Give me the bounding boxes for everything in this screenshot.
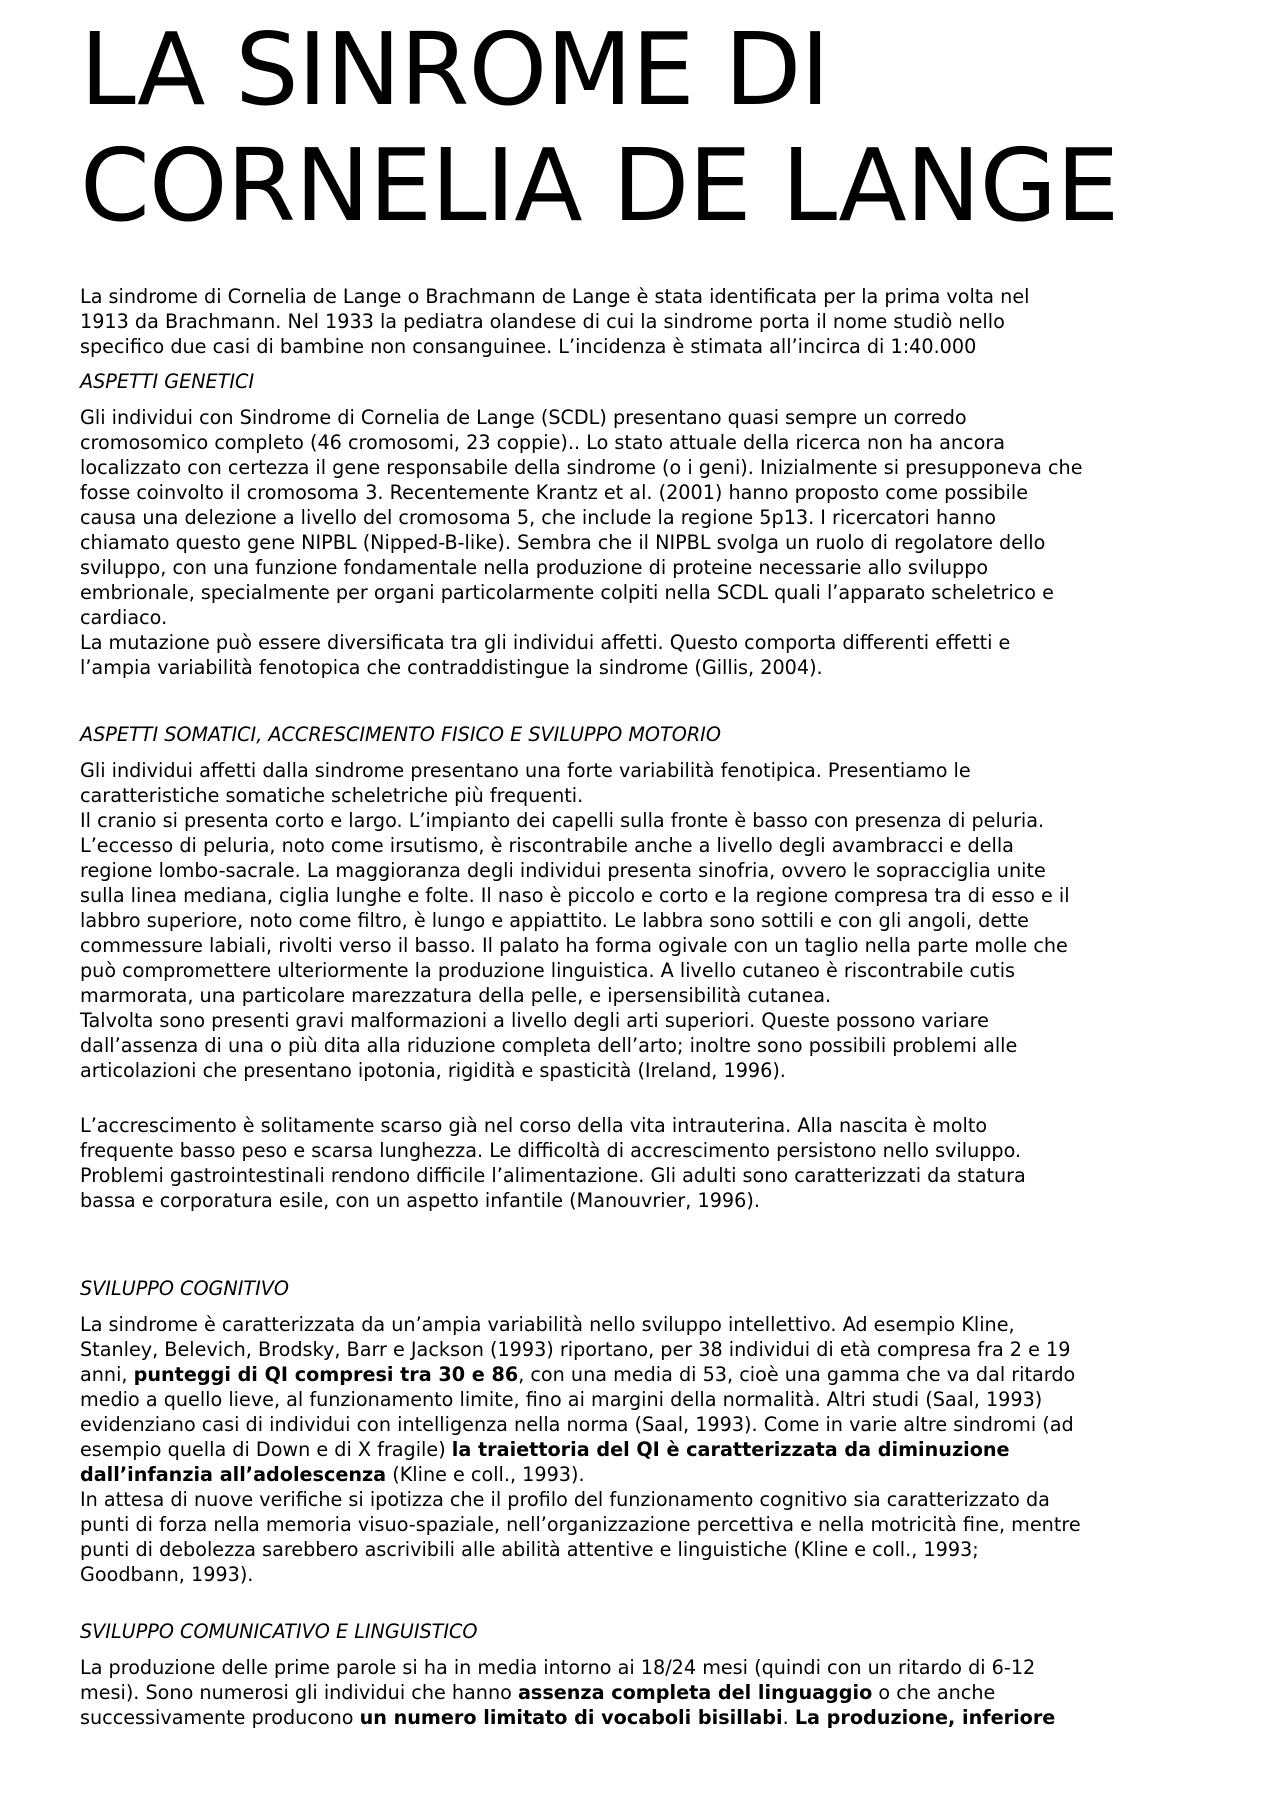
emphasis: dall’infanzia all’adolescenza xyxy=(80,1463,387,1486)
text-line: labbro superiore, noto come filtro, è lungo e appiattito. Le labbra sono sottili e con gli angoli, dette xyxy=(80,909,1029,932)
text-line: marmorata, una particolare marezzatura della pelle, e ipersensibilità cutanea. xyxy=(80,984,832,1007)
text-line xyxy=(80,1680,1230,1705)
text-line: bassa e corporatura esile, con un aspetto infantile (Manouvrier, 1996). xyxy=(80,1189,760,1212)
text-line: commessure labiali, rivolti verso il basso. Il palato ha forma ogivale con un taglio nella parte molle che xyxy=(80,934,1068,957)
text-run: esempio quella di Down e di X fragile) xyxy=(80,1438,452,1461)
text-line: articolazioni che presentano ipotonia, rigidità e spasticità (Ireland, 1996). xyxy=(80,1059,786,1082)
heading-language: SVILUPPO COMUNICATIVO E LINGUISTICO xyxy=(80,1620,478,1643)
somatic-paragraph xyxy=(80,758,1230,1083)
heading-cognitive: SVILUPPO COGNITIVO xyxy=(80,1277,290,1300)
emphasis: un numero limitato di vocaboli bisillabi xyxy=(359,1706,783,1729)
text-line: frequente basso peso e scarsa lunghezza. Le difficoltà di accrescimento persistono nello sviluppo. xyxy=(80,1139,1022,1162)
document-content xyxy=(80,0,1220,1729)
text-line: Problemi gastrointestinali rendono difficile l’alimentazione. Gli adulti sono caratterizzati da statura xyxy=(80,1164,1026,1187)
text-line: Il cranio si presenta corto e largo. L’impianto dei capelli sulla fronte è basso con presenza di peluria. xyxy=(80,809,1045,832)
text-line: caratteristiche somatiche scheletriche più frequenti. xyxy=(80,784,584,807)
text-line: embrionale, specialmente per organi particolarmente colpiti nella SCDL quali l’apparato scheletrico e xyxy=(80,581,1054,604)
growth-paragraph xyxy=(80,1113,1230,1213)
heading-somatic: ASPETTI SOMATICI, ACCRESCIMENTO FISICO E SVILUPPO MOTORIO xyxy=(80,723,721,746)
text-run: anni, xyxy=(80,1363,134,1386)
emphasis: La produzione, inferiore xyxy=(794,1706,1056,1729)
text-line xyxy=(80,1462,1230,1487)
text-line: punti di forza nella memoria visuo-spaziale, nell’organizzazione percettiva e nella motricità fine, mentre xyxy=(80,1513,1081,1536)
text-line: La mutazione può essere diversificata tra gli individui affetti. Questo comporta differenti effetti e xyxy=(80,631,1011,654)
text-line xyxy=(80,1362,1230,1387)
page-title xyxy=(80,0,1220,244)
intro-line: specifico due casi di bambine non consanguinee. L’incidenza è stimata all’incirca di 1:40.000 xyxy=(80,335,977,358)
text-line: sviluppo, con una funzione fondamentale nella produzione di proteine necessarie allo sviluppo xyxy=(80,556,989,579)
text-line: chiamato questo gene NIPBL (Nipped-B-like). Sembra che il NIPBL svolga un ruolo di regolatore dello xyxy=(80,531,1046,554)
text-run: , con una media di 53, cioè una gamma che va dal ritardo xyxy=(518,1363,1076,1386)
text-line: cardiaco. xyxy=(80,606,168,629)
text-line: fosse coinvolto il cromosoma 3. Recentemente Krantz et al. (2001) hanno proposto come possibile xyxy=(80,481,1029,504)
intro-paragraph xyxy=(80,284,1230,359)
cognitive-paragraph xyxy=(80,1312,1230,1587)
emphasis: la traiettoria del QI è caratterizzata da diminuzione xyxy=(451,1438,1010,1461)
text-line: Stanley, Belevich, Brodsky, Barr e Jackson (1993) riportano, per 38 individui di età compresa fra 2 e 19 xyxy=(80,1338,1071,1361)
intro-line: La sindrome di Cornelia de Lange o Brachmann de Lange è stata identificata per la prima volta nel xyxy=(80,285,1030,308)
text-line: sulla linea mediana, ciglia lunghe e folte. Il naso è piccolo e corto e la regione compresa tra di esso e il xyxy=(80,884,1070,907)
text-run: successivamente producono xyxy=(80,1706,360,1729)
language-paragraph xyxy=(80,1655,1230,1730)
text-line: evidenziano casi di individui con intelligenza nella norma (Saal, 1993). Come in varie altre sindromi (ad xyxy=(80,1413,1074,1436)
text-line xyxy=(80,1705,1230,1730)
text-run: mesi). Sono numerosi gli individui che hanno xyxy=(80,1681,518,1704)
text-line: La sindrome è caratterizzata da un’ampia variabilità nello sviluppo intellettivo. Ad esempio Kline, xyxy=(80,1313,1015,1336)
text-line: Gli individui con Sindrome di Cornelia de Lange (SCDL) presentano quasi sempre un corredo xyxy=(80,406,967,429)
text-line: causa una delezione a livello del cromosoma 5, che include la regione 5p13. I ricercatori hanno xyxy=(80,506,996,529)
text-line: In attesa di nuove verifiche si ipotizza che il profilo del funzionamento cognitivo sia caratterizzato da xyxy=(80,1488,1050,1511)
text-line: dall’assenza di una o più dita alla riduzione completa dell’arto; inoltre sono possibili problemi alle xyxy=(80,1034,1018,1057)
text-line: punti di debolezza sarebbero ascrivibili alle abilità attentive e linguistiche (Kline e coll., 1993; xyxy=(80,1538,979,1561)
text-line: regione lombo-sacrale. La maggioranza degli individui presenta sinofria, ovvero le sopracciglia unite xyxy=(80,859,1046,882)
text-line: può compromettere ulteriormente la produzione linguistica. A livello cutaneo è riscontrabile cutis xyxy=(80,959,1016,982)
heading-genetic: ASPETTI GENETICI xyxy=(80,370,255,393)
intro-line: 1913 da Brachmann. Nel 1933 la pediatra olandese di cui la sindrome porta il nome studiò nello xyxy=(80,310,1005,333)
title-line-2: CORNELIA DE LANGE xyxy=(80,127,1119,244)
text-line xyxy=(80,1437,1230,1462)
emphasis: punteggi di QI compresi tra 30 e 86 xyxy=(133,1363,519,1386)
text-line: Gli individui affetti dalla sindrome presentano una forte variabilità fenotipica. Presentiamo le xyxy=(80,759,971,782)
text-run: o che anche xyxy=(872,1681,996,1704)
text-line: cromosomico completo (46 cromosomi, 23 coppie).. Lo stato attuale della ricerca non ha ancora xyxy=(80,431,1005,454)
text-line: L’accrescimento è solitamente scarso già nel corso della vita intrauterina. Alla nascita è molto xyxy=(80,1114,988,1137)
text-run: (Kline e coll., 1993). xyxy=(386,1463,585,1486)
text-line: L’eccesso di peluria, noto come irsutismo, è riscontrabile anche a livello degli avambracci e della xyxy=(80,834,1014,857)
text-line: medio a quello lieve, al funzionamento limite, fino ai margini della normalità. Altri studi (Saal, 1993) xyxy=(80,1388,1043,1411)
text-line: La produzione delle prime parole si ha in media intorno ai 18/24 mesi (quindi con un ritardo di 6-12 xyxy=(80,1656,1036,1679)
text-line: l’ampia variabilità fenotopica che contraddistingue la sindrome (Gillis, 2004). xyxy=(80,656,823,679)
emphasis: assenza completa del linguaggio xyxy=(517,1681,873,1704)
text-run: . xyxy=(782,1706,795,1729)
title-line-1: LA SINROME DI xyxy=(80,11,829,128)
text-line: Talvolta sono presenti gravi malformazioni a livello degli arti superiori. Queste possono variare xyxy=(80,1009,989,1032)
text-line: Goodbann, 1993). xyxy=(80,1563,254,1586)
genetic-paragraph xyxy=(80,405,1230,680)
text-line: localizzato con certezza il gene responsabile della sindrome (o i geni). Inizialmente si presupponeva che xyxy=(80,456,1083,479)
